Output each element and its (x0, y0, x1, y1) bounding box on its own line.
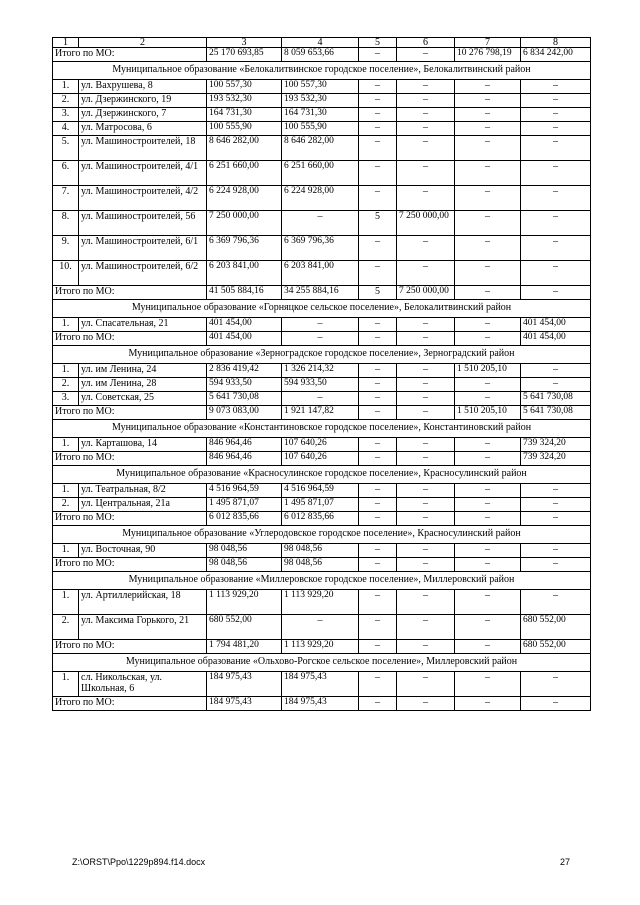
row-value: 100 555,90 (207, 122, 282, 136)
section-title: Муниципальное образование «Миллеровское городское поселение», Миллеровский район (53, 572, 591, 590)
total-label: Итого по МО: (53, 640, 207, 654)
row-value: 98 048,56 (207, 544, 282, 558)
row-value: – (521, 498, 591, 512)
row-address: ул. Центральная, 21а (79, 498, 207, 512)
row-number: 3. (53, 108, 79, 122)
row-value: – (455, 590, 521, 615)
row-value: 184 975,43 (282, 672, 359, 697)
row-value: – (455, 236, 521, 261)
row-address: ул. Восточная, 90 (79, 544, 207, 558)
row-value: – (455, 261, 521, 286)
total-cell: – (359, 452, 397, 466)
section-title: Муниципальное образование «Ольховo-Рогское сельское поселение», Миллеровский район (53, 654, 591, 672)
row-address: ул. Машиностроителей, 56 (79, 211, 207, 236)
table-row (53, 498, 591, 512)
header-cell: 2 (79, 38, 207, 48)
row-value: – (359, 364, 397, 378)
row-number: 1. (53, 590, 79, 615)
total-cell: 184 975,43 (207, 697, 282, 711)
section-header-row (53, 346, 591, 364)
total-cell: – (397, 332, 455, 346)
row-number: 1. (53, 80, 79, 94)
row-value: – (521, 186, 591, 211)
table-row (53, 590, 591, 615)
row-number: 10. (53, 261, 79, 286)
total-cell: – (359, 512, 397, 526)
row-value: – (397, 261, 455, 286)
row-value: – (397, 364, 455, 378)
row-number: 9. (53, 236, 79, 261)
total-cell: – (521, 512, 591, 526)
row-value: 6 369 796,36 (282, 236, 359, 261)
table-row (53, 108, 591, 122)
row-number: 1. (53, 438, 79, 452)
row-value: – (455, 80, 521, 94)
row-address: ул. Машиностроителей, 4/1 (79, 161, 207, 186)
total-cell: 6 012 835,66 (207, 512, 282, 526)
row-value: 100 555,90 (282, 122, 359, 136)
row-value: 8 646 282,00 (282, 136, 359, 161)
total-cell: 1 794 481,20 (207, 640, 282, 654)
row-number: 7. (53, 186, 79, 211)
total-cell: 10 276 798,19 (455, 48, 521, 62)
row-address: ул. Дзержинского, 19 (79, 94, 207, 108)
row-value: – (521, 161, 591, 186)
row-value: – (521, 236, 591, 261)
row-number: 2. (53, 378, 79, 392)
row-value: – (521, 94, 591, 108)
row-value: – (397, 318, 455, 332)
total-cell: – (397, 406, 455, 420)
row-value: 846 964,46 (207, 438, 282, 452)
row-value: – (397, 392, 455, 406)
row-value: – (397, 672, 455, 697)
row-value: – (521, 261, 591, 286)
row-value: 164 731,30 (282, 108, 359, 122)
total-cell: – (359, 697, 397, 711)
table-row (53, 94, 591, 108)
row-address: ул. им Ленина, 28 (79, 378, 207, 392)
total-label: Итого по МО: (53, 48, 207, 62)
total-row (53, 48, 591, 62)
total-label: Итого по МО: (53, 452, 207, 466)
total-cell: 25 170 693,85 (207, 48, 282, 62)
total-cell: – (521, 697, 591, 711)
row-value: – (455, 544, 521, 558)
row-address: ул. Машиностроителей, 6/1 (79, 236, 207, 261)
section-title: Муниципальное образование «Белокалитвинское городское поселение», Белокалитвинский район (53, 62, 591, 80)
table-row (53, 211, 591, 236)
row-value: – (521, 364, 591, 378)
row-value: – (397, 615, 455, 640)
table-row (53, 136, 591, 161)
data-table (52, 37, 591, 711)
total-row (53, 332, 591, 346)
row-number: 1. (53, 364, 79, 378)
row-number: 6. (53, 161, 79, 186)
row-value: – (455, 484, 521, 498)
total-cell: 6 834 242,00 (521, 48, 591, 62)
row-address: ул. Карташова, 14 (79, 438, 207, 452)
row-address: ул. Артиллерийская, 18 (79, 590, 207, 615)
total-cell: – (521, 558, 591, 572)
row-value: 6 203 841,00 (207, 261, 282, 286)
row-value: – (455, 672, 521, 697)
row-value: 98 048,56 (282, 544, 359, 558)
row-value: – (282, 392, 359, 406)
row-value: – (455, 161, 521, 186)
row-number: 3. (53, 392, 79, 406)
row-value: 6 203 841,00 (282, 261, 359, 286)
row-value: – (359, 261, 397, 286)
row-value: – (359, 94, 397, 108)
total-cell: – (455, 697, 521, 711)
row-address: ул. Вахрушева, 8 (79, 80, 207, 94)
row-value: – (397, 544, 455, 558)
row-value: 193 532,30 (207, 94, 282, 108)
row-value: – (455, 438, 521, 452)
row-value: – (521, 590, 591, 615)
header-cell: 4 (282, 38, 359, 48)
row-value: – (455, 498, 521, 512)
header-cell: 1 (53, 38, 79, 48)
row-value: 1 510 205,10 (455, 364, 521, 378)
header-cell: 6 (397, 38, 455, 48)
total-row (53, 512, 591, 526)
table-row (53, 672, 591, 697)
table-row (53, 122, 591, 136)
row-number: 1. (53, 544, 79, 558)
row-value: – (521, 378, 591, 392)
total-cell: – (455, 452, 521, 466)
section-title: Муниципальное образование «Зерноградское городское поселение», Зерноградский район (53, 346, 591, 364)
total-cell: – (455, 332, 521, 346)
total-cell: 5 (359, 286, 397, 300)
row-value: – (359, 161, 397, 186)
row-value: – (359, 186, 397, 211)
total-cell: 9 073 083,00 (207, 406, 282, 420)
total-cell: 98 048,56 (282, 558, 359, 572)
row-value: – (455, 615, 521, 640)
row-value: 1 113 929,20 (282, 590, 359, 615)
row-value: 1 326 214,32 (282, 364, 359, 378)
header-cell: 5 (359, 38, 397, 48)
section-title: Муниципальное образование «Константиновское городское поселение», Константиновский район (53, 420, 591, 438)
row-number: 4. (53, 122, 79, 136)
row-value: 1 495 871,07 (207, 498, 282, 512)
row-value: – (397, 94, 455, 108)
total-cell: 107 640,26 (282, 452, 359, 466)
row-value: – (359, 122, 397, 136)
row-value: – (521, 544, 591, 558)
section-header-row (53, 420, 591, 438)
row-value: – (397, 108, 455, 122)
total-cell: – (359, 332, 397, 346)
row-value: 1 495 871,07 (282, 498, 359, 512)
row-value: – (397, 80, 455, 94)
section-header-row (53, 62, 591, 80)
row-value: – (521, 80, 591, 94)
row-value: 8 646 282,00 (207, 136, 282, 161)
row-value: – (359, 544, 397, 558)
table-row (53, 438, 591, 452)
table-row (53, 615, 591, 640)
total-cell: – (397, 640, 455, 654)
total-cell: 401 454,00 (207, 332, 282, 346)
total-cell: – (397, 697, 455, 711)
total-cell: – (397, 558, 455, 572)
total-cell: – (455, 640, 521, 654)
row-value: – (521, 672, 591, 697)
row-number: 1. (53, 318, 79, 332)
total-cell: – (397, 452, 455, 466)
section-title: Муниципальное образование «Горняцкое сельское поселение», Белокалитвинский район (53, 300, 591, 318)
table-row (53, 80, 591, 94)
row-value: 401 454,00 (207, 318, 282, 332)
row-value: – (397, 590, 455, 615)
total-cell: – (521, 286, 591, 300)
row-value: – (359, 590, 397, 615)
total-cell: 7 250 000,00 (397, 286, 455, 300)
row-value: 5 641 730,08 (521, 392, 591, 406)
row-value: – (521, 136, 591, 161)
row-address: ул. Матросова, 6 (79, 122, 207, 136)
row-value: – (521, 122, 591, 136)
row-value: 680 552,00 (207, 615, 282, 640)
row-value: 184 975,43 (207, 672, 282, 697)
total-cell: – (455, 558, 521, 572)
row-address: сл. Никольская, ул. Школьная, 6 (79, 672, 207, 697)
row-value: – (359, 438, 397, 452)
row-value: – (359, 615, 397, 640)
header-row (53, 38, 591, 48)
row-value: 164 731,30 (207, 108, 282, 122)
total-cell: 184 975,43 (282, 697, 359, 711)
row-value: – (521, 484, 591, 498)
row-value: – (397, 161, 455, 186)
row-address: ул. им Ленина, 24 (79, 364, 207, 378)
row-value: – (359, 392, 397, 406)
page-number: 27 (560, 857, 571, 867)
total-cell: 846 964,46 (207, 452, 282, 466)
row-value: – (397, 236, 455, 261)
total-row (53, 640, 591, 654)
row-number: 2. (53, 615, 79, 640)
row-value: – (282, 615, 359, 640)
total-cell: 1 510 205,10 (455, 406, 521, 420)
row-address: ул. Театральная, 8/2 (79, 484, 207, 498)
section-header-row (53, 300, 591, 318)
header-cell: 3 (207, 38, 282, 48)
total-label: Итого по МО: (53, 512, 207, 526)
total-cell: 1 921 147,82 (282, 406, 359, 420)
total-cell: 680 552,00 (521, 640, 591, 654)
header-cell: 7 (455, 38, 521, 48)
section-header-row (53, 526, 591, 544)
table-row (53, 236, 591, 261)
row-value: – (455, 122, 521, 136)
total-label: Итого по МО: (53, 558, 207, 572)
row-value: 193 532,30 (282, 94, 359, 108)
total-row (53, 286, 591, 300)
table-row (53, 378, 591, 392)
total-row (53, 558, 591, 572)
row-number: 2. (53, 94, 79, 108)
row-value: 5 (359, 211, 397, 236)
table-row (53, 261, 591, 286)
row-value: – (397, 438, 455, 452)
row-value: 1 113 929,20 (207, 590, 282, 615)
row-value: 680 552,00 (521, 615, 591, 640)
table-row (53, 392, 591, 406)
total-row (53, 452, 591, 466)
row-value: – (455, 318, 521, 332)
row-value: – (455, 378, 521, 392)
total-cell: 739 324,20 (521, 452, 591, 466)
row-value: – (282, 211, 359, 236)
row-value: – (359, 318, 397, 332)
row-value: 5 641 730,08 (207, 392, 282, 406)
total-cell: – (359, 48, 397, 62)
row-value: 4 516 964,59 (207, 484, 282, 498)
total-cell: – (455, 286, 521, 300)
row-value: – (359, 236, 397, 261)
row-number: 1. (53, 484, 79, 498)
row-value: – (397, 186, 455, 211)
section-title: Муниципальное образование «Красносулинское городское поселение», Красносулинский район (53, 466, 591, 484)
file-path: Z:\ORST\Ppo\1229p894.f14.docx (72, 857, 206, 867)
total-label: Итого по МО: (53, 286, 207, 300)
row-number: 1. (53, 672, 79, 697)
section-title: Муниципальное образование «Углеродовское городское поселение», Красносулинский район (53, 526, 591, 544)
row-value: 594 933,50 (207, 378, 282, 392)
row-value: 6 251 660,00 (282, 161, 359, 186)
row-value: 100 557,30 (282, 80, 359, 94)
total-cell: – (282, 332, 359, 346)
total-row (53, 697, 591, 711)
table-row (53, 544, 591, 558)
row-value: – (282, 318, 359, 332)
row-value: – (521, 108, 591, 122)
row-value: 107 640,26 (282, 438, 359, 452)
total-cell: – (359, 640, 397, 654)
row-value: 100 557,30 (207, 80, 282, 94)
total-cell: 6 012 835,66 (282, 512, 359, 526)
row-value: – (359, 672, 397, 697)
row-value: 6 369 796,36 (207, 236, 282, 261)
row-address: ул. Машиностроителей, 18 (79, 136, 207, 161)
row-address: ул. Машиностроителей, 6/2 (79, 261, 207, 286)
total-cell: 34 255 884,16 (282, 286, 359, 300)
row-value: – (397, 484, 455, 498)
row-value: 401 454,00 (521, 318, 591, 332)
row-value: – (359, 378, 397, 392)
total-cell: 401 454,00 (521, 332, 591, 346)
table-row (53, 161, 591, 186)
row-value: – (455, 108, 521, 122)
total-label: Итого по МО: (53, 332, 207, 346)
table-row (53, 318, 591, 332)
total-cell: 98 048,56 (207, 558, 282, 572)
section-header-row (53, 572, 591, 590)
section-header-row (53, 466, 591, 484)
total-row (53, 406, 591, 420)
row-value: – (455, 136, 521, 161)
row-value: – (455, 392, 521, 406)
row-address: ул. Спасательная, 21 (79, 318, 207, 332)
row-value: – (521, 211, 591, 236)
row-value: 6 224 928,00 (282, 186, 359, 211)
total-cell: 8 059 653,66 (282, 48, 359, 62)
table-row (53, 484, 591, 498)
table-row (53, 186, 591, 211)
total-label: Итого по МО: (53, 697, 207, 711)
row-value: 6 251 660,00 (207, 161, 282, 186)
total-label: Итого по МО: (53, 406, 207, 420)
total-cell: 5 641 730,08 (521, 406, 591, 420)
total-cell: – (397, 512, 455, 526)
total-cell: – (359, 558, 397, 572)
row-address: ул. Дзержинского, 7 (79, 108, 207, 122)
row-value: – (359, 484, 397, 498)
row-value: 6 224 928,00 (207, 186, 282, 211)
row-value: – (455, 94, 521, 108)
header-cell: 8 (521, 38, 591, 48)
row-number: 8. (53, 211, 79, 236)
row-value: – (455, 211, 521, 236)
row-value: – (397, 498, 455, 512)
row-value: – (397, 122, 455, 136)
total-cell: – (359, 406, 397, 420)
row-value: 7 250 000,00 (397, 211, 455, 236)
total-cell: 41 505 884,16 (207, 286, 282, 300)
total-cell: – (455, 512, 521, 526)
row-number: 2. (53, 498, 79, 512)
row-value: – (359, 498, 397, 512)
total-cell: – (397, 48, 455, 62)
row-value: – (397, 136, 455, 161)
section-header-row (53, 654, 591, 672)
row-value: – (359, 80, 397, 94)
row-value: 739 324,20 (521, 438, 591, 452)
row-address: ул. Машиностроителей, 4/2 (79, 186, 207, 211)
row-number: 5. (53, 136, 79, 161)
row-address: ул. Максима Горького, 21 (79, 615, 207, 640)
row-address: ул. Советская, 25 (79, 392, 207, 406)
row-value: – (359, 136, 397, 161)
row-value: 7 250 000,00 (207, 211, 282, 236)
total-cell: 1 113 929,20 (282, 640, 359, 654)
row-value: 594 933,50 (282, 378, 359, 392)
table-row (53, 364, 591, 378)
row-value: 2 836 419,42 (207, 364, 282, 378)
row-value: – (397, 378, 455, 392)
row-value: – (359, 108, 397, 122)
row-value: 4 516 964,59 (282, 484, 359, 498)
row-value: – (455, 186, 521, 211)
